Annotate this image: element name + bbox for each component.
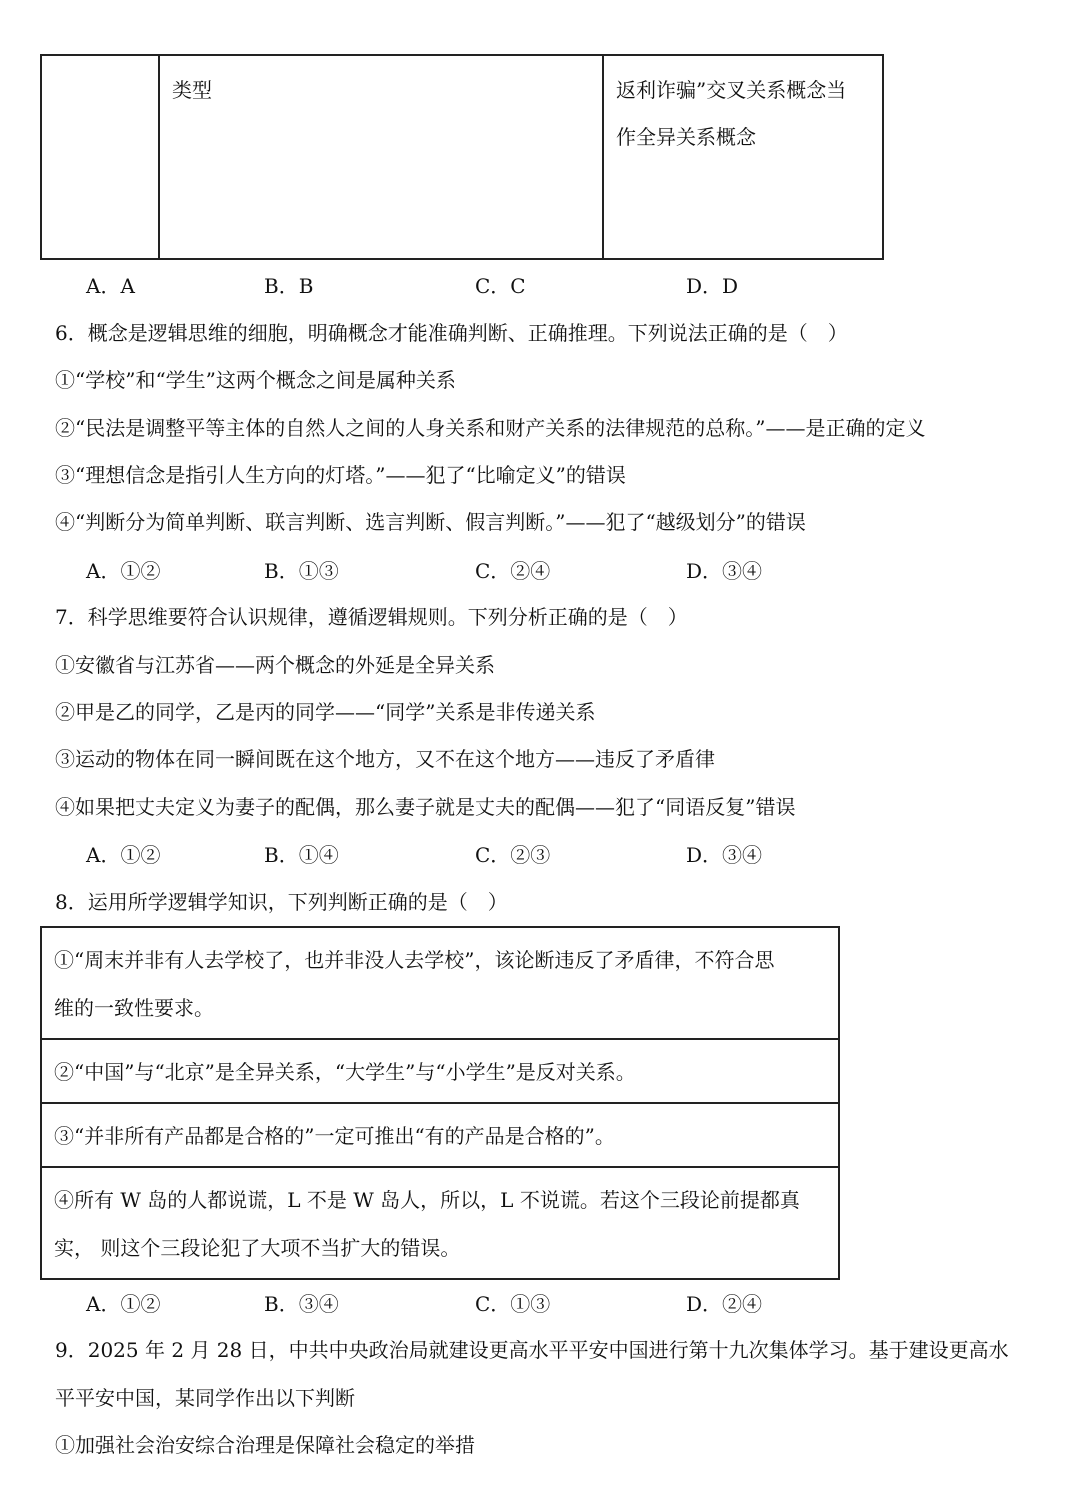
- q6-item-2: ②“民法是调整平等主体的自然人之间的人身关系和财产关系的法律规范的总称。”——是正确的定义: [55, 416, 926, 440]
- q8-stem: 8．运用所学逻辑学知识，下列判断正确的是（ ）: [55, 890, 508, 914]
- q7-item-2: ②甲是乙的同学，乙是丙的同学——“同学”关系是非传递关系: [55, 700, 596, 724]
- q7-option-b[interactable]: B．①④: [264, 843, 339, 867]
- q5-option-c[interactable]: C．C: [475, 274, 526, 298]
- q7-item-4: ④如果把丈夫定义为妻子的配偶，那么妻子就是丈夫的配偶——犯了“同语反复”错误: [55, 795, 796, 819]
- q8-statement-4: [42, 1168, 838, 1278]
- q6-option-d[interactable]: D．③④: [686, 559, 763, 583]
- q7-item-1: ①安徽省与江苏省——两个概念的外延是全异关系: [55, 653, 495, 677]
- q6-option-b[interactable]: B．①③: [264, 559, 339, 583]
- table-cell-note-line1: 返利诈骗”交叉关系概念当: [616, 78, 847, 102]
- q8-statement-3: [42, 1104, 838, 1168]
- q8-statement-1-line1: ①“周末并非有人去学校了，也并非没人去学校”，该论断违反了矛盾律，不符合思: [54, 948, 775, 972]
- q8-option-b[interactable]: B．③④: [264, 1292, 339, 1316]
- q8-option-d[interactable]: D．②④: [686, 1292, 763, 1316]
- q8-statement-1-line2: 维的一致性要求。: [54, 996, 214, 1020]
- q5-option-b[interactable]: B．B: [264, 274, 314, 298]
- q7-option-c[interactable]: C．②③: [475, 843, 551, 867]
- q6-option-a[interactable]: A．①②: [86, 559, 161, 583]
- q7-option-d[interactable]: D．③④: [686, 843, 763, 867]
- q7-option-a[interactable]: A．①②: [86, 843, 161, 867]
- table-divider: [602, 56, 604, 258]
- q5-table: [40, 54, 884, 260]
- table-cell-type: 类型: [172, 78, 212, 102]
- table-divider: [158, 56, 160, 258]
- q7-stem: 7．科学思维要符合认识规律，遵循逻辑规则。下列分析正确的是（ ）: [55, 605, 688, 629]
- q8-statement-2-line1: ②“中国”与“北京”是全异关系，“大学生”与“小学生”是反对关系。: [54, 1060, 636, 1084]
- q5-option-a[interactable]: A．A: [86, 274, 135, 298]
- table-cell-note-line2: 作全异关系概念: [616, 125, 756, 149]
- q6-option-c[interactable]: C．②④: [475, 559, 551, 583]
- q7-item-3: ③运动的物体在同一瞬间既在这个地方，又不在这个地方——违反了矛盾律: [55, 747, 715, 771]
- q8-statement-4-line2: 实， 则这个三段论犯了大项不当扩大的错误。: [54, 1236, 461, 1260]
- q9-stem-line2: 平平安中国，某同学作出以下判断: [55, 1386, 355, 1410]
- q6-item-4: ④“判断分为简单判断、联言判断、选言判断、假言判断。”——犯了“越级划分”的错误: [55, 510, 806, 534]
- q6-item-1: ①“学校”和“学生”这两个概念之间是属种关系: [55, 368, 456, 392]
- q8-option-c[interactable]: C．①③: [475, 1292, 551, 1316]
- q8-option-a[interactable]: A．①②: [86, 1292, 161, 1316]
- q9-item-1: ①加强社会治安综合治理是保障社会稳定的举措: [55, 1433, 475, 1457]
- q9-stem-line1: 9．2025 年 2 月 28 日，中共中央政治局就建设更高水平平安中国进行第十九次集体学习。基于建设更高水: [55, 1338, 1009, 1362]
- q6-stem: 6．概念是逻辑思维的细胞，明确概念才能准确判断、正确推理。下列说法正确的是（ ）: [55, 321, 848, 345]
- q8-statement-4-line1: ④所有 W 岛的人都说谎，L 不是 W 岛人，所以，L 不说谎。若这个三段论前提都真: [54, 1188, 800, 1212]
- q5-option-d[interactable]: D．D: [686, 274, 739, 298]
- q8-statement-2: [42, 1040, 838, 1104]
- q8-statement-1: [42, 928, 838, 1040]
- q8-statement-3-line1: ③“并非所有产品都是合格的”一定可推出“有的产品是合格的”。: [54, 1124, 615, 1148]
- q8-statement-table: [40, 926, 840, 1280]
- q6-item-3: ③“理想信念是指引人生方向的灯塔。”——犯了“比喻定义”的错误: [55, 463, 626, 487]
